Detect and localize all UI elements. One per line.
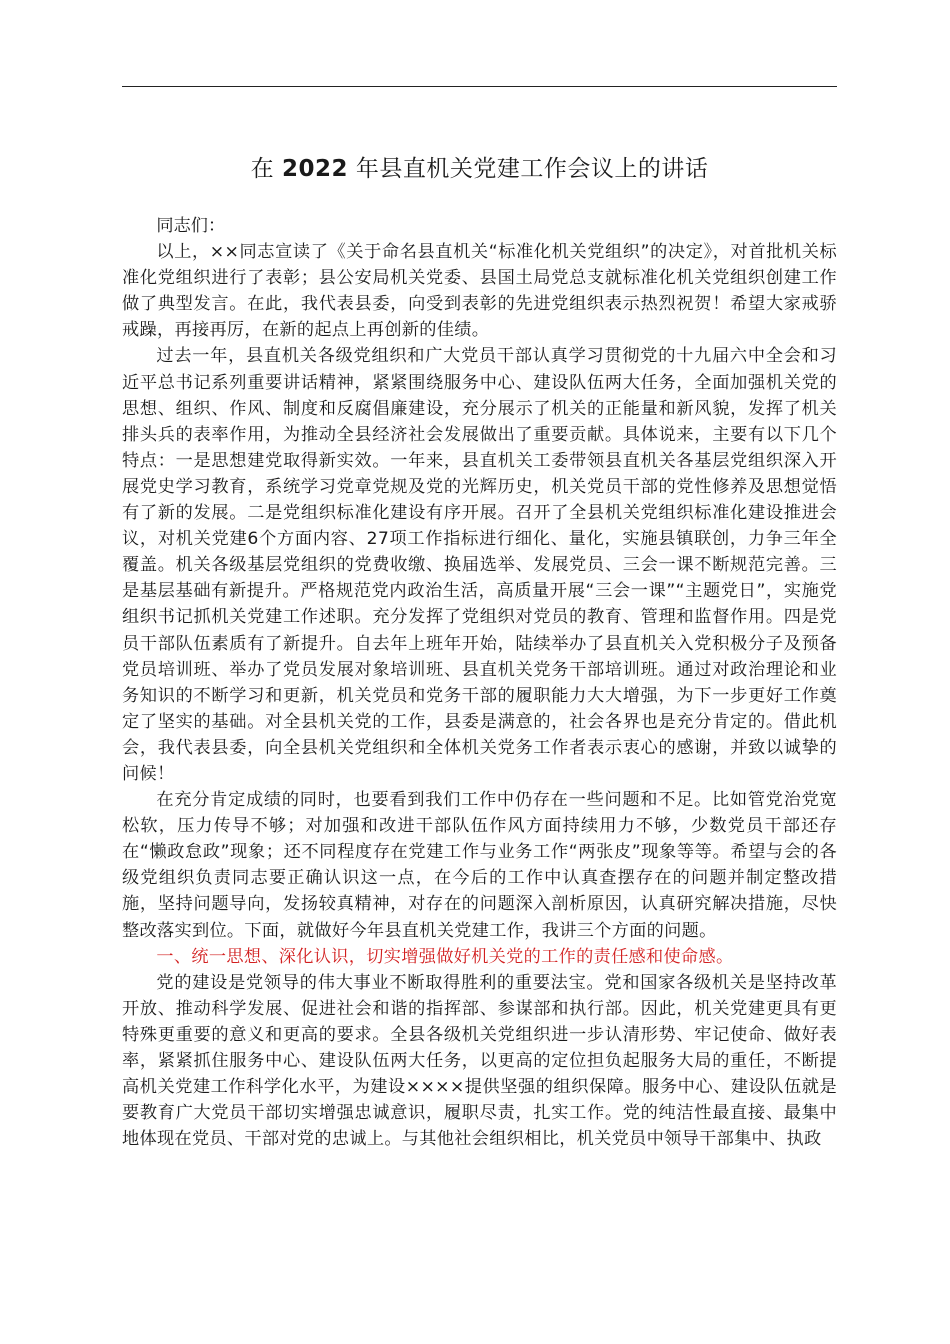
title-suffix: 年县直机关党建工作会议上的讲话	[355, 156, 709, 182]
title-year: 2022	[281, 156, 348, 182]
section-heading-1: 一、统一思想、深化认识，切实增强做好机关党的工作的责任感和使命感。	[156, 946, 734, 967]
paragraph-3: 在充分肯定成绩的同时，也要看到我们工作中仍存在一些问题和不足。比如管党治党宽松软，压力传导不够；对加强和改进干部队伍作风方面持续用力不够，少数党员干部还存在“懒政怠政”现象；还不同程度存在党建工作与业务工作“两张皮”现象等等。希望与会的各级党组织负责同志要正确认识这一点，在今后的工作中认真查摆存在的问题并制定整改措施，坚持问题导向，发扬较真精神，对存在的问题深入剖析原因，认真研究解决措施，尽快整改落实到位。下面，就做好今年县直机关党建工作，我讲三个方面的问题。	[122, 790, 837, 941]
title-prefix: 在	[250, 156, 275, 182]
paragraph-1: 以上，××同志宣读了《关于命名县直机关“标准化机关党组织”的决定》，对首批机关标准化党组织进行了表彰；县公安局机关党委、县国土局党总支就标准化机关党组织创建工作做了典型发言。在此，我代表县委，向受到表彰的先进党组织表示热烈祝贺！希望大家戒骄戒躁，再接再厉，在新的起点上再创新的佳绩。	[122, 242, 837, 341]
document-title	[122, 150, 837, 188]
header-rule	[122, 86, 837, 87]
section-paragraph-1: 党的建设是党领导的伟大事业不断取得胜利的重要法宝。党和国家各级机关是坚持改革开放、推动科学发展、促进社会和谐的指挥部、参谋部和执行部。因此，机关党建更具有更特殊更重要的意义和更高的要求。全县各级机关党组织进一步认清形势、牢记使命、做好表率，紧紧抓住服务中心、建设队伍两大任务，以更高的定位担负起服务大局的重任，不断提高机关党建工作科学化水平，为建设××××提供坚强的组织保障。服务中心、建设队伍就是要教育广大党员干部切实增强忠诚意识，履职尽责，扎实工作。党的纯洁性最直接、最集中地体现在党员、干部对党的忠诚上。与其他社会组织相比，机关党员中领导干部集中、执政	[122, 972, 837, 1150]
document-body	[122, 213, 837, 1152]
salutation: 同志们：	[156, 216, 226, 236]
paragraph-2: 过去一年，县直机关各级党组织和广大党员干部认真学习贯彻党的十九届六中全会和习近平总书记系列重要讲话精神，紧紧围绕服务中心、建设队伍两大任务，全面加强机关党的思想、组织、作风、制度和反腐倡廉建设，充分展示了机关的正能量和新风貌，发挥了机关排头兵的表率作用，为推动全县经济社会发展做出了重要贡献。具体说来，主要有以下几个特点：一是思想建党取得新实效。一年来，县直机关工委带领县直机关各基层党组织深入开展党史学习教育，系统学习党章党规及党的光辉历史，机关党员干部的党性修养及思想觉悟有了新的发展。二是党组织标准化建设有序开展。召开了全县机关党组织标准化建设推进会议，对机关党建6个方面内容、27项工作指标进行细化、量化，实施县镇联创，力争三年全覆盖。机关各级基层党组织的党费收缴、换届选举、发展党员、三会一课不断规范完善。三是基层基础有新提升。严格规范党内政治生活，高质量开展“三会一课”“主题党日”，实施党组织书记抓机关党建工作述职。充分发挥了党组织对党员的教育、管理和监督作用。四是党员干部队伍素质有了新提升。自去年上班年开始，陆续举办了县直机关入党积极分子及预备党员培训班、举办了党员发展对象培训班、县直机关党务干部培训班。通过对政治理论和业务知识的不断学习和更新，机关党员和党务干部的履职能力大大增强，为下一步更好工作奠定了坚实的基础。对全县机关党的工作，县委是满意的，社会各界也是充分肯定的。借此机会，我代表县委，向全县机关党组织和全体机关党务工作者表示衷心的感谢，并致以诚挚的问候！	[122, 346, 837, 784]
